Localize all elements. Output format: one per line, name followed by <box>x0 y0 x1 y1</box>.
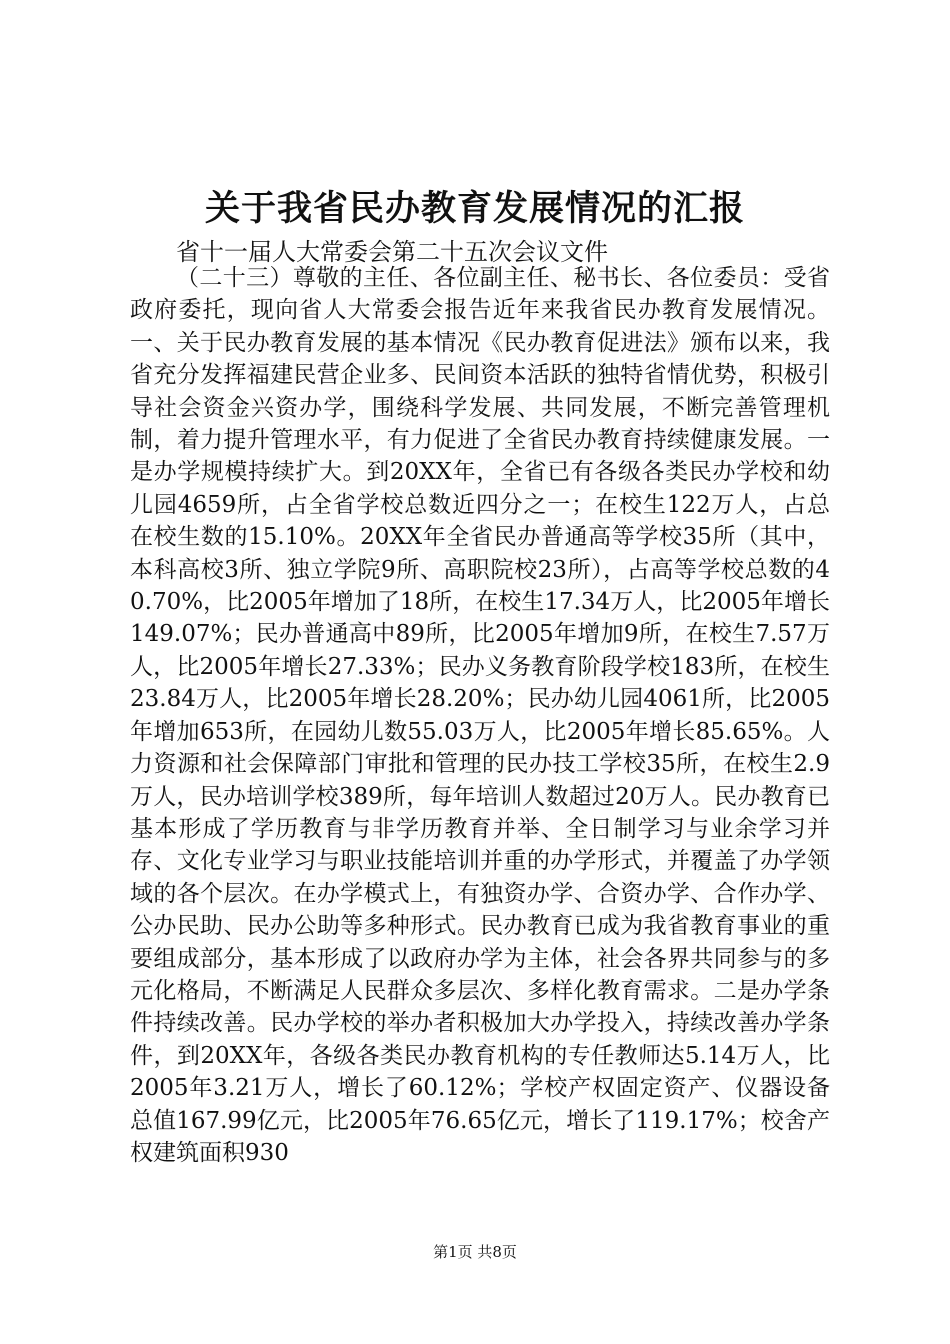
document-title: 关于我省民办教育发展情况的汇报 <box>204 188 745 229</box>
document-body: （二十三）尊敬的主任、各位副主任、秘书长、各位委员：受省政府委托，现向省人大常委会报告近年来我省民办教育发展情况。一、关于民办教育发展的基本情况《民办教育促进法》颁布以来，我省充分发挥福建民营企业多、民间资本活跃的独特省情优势，积极引导社会资金兴资办学，围绕科学发展、共同发展，不断完善管理机制，着力提升管理水平，有力促进了全省民办教育持续健康发展。一是办学规模持续扩大。到20XX年，全省已有各级各类民办学校和幼儿园4659所，占全省学校总数近四分之一；在校生122万人，占总在校生数的15.10%。20XX年全省民办普通高等学校35所（其中，本科高校3所、独立学院9所、高职院校23所），占高等学校总数的40.70%，比2005年增加了18所，在校生17.34万人，比2005年增长149.07%；民办普通高中89所，比2005年增加9所，在校生7.57万人，比2005年增长27.33%；民办义务教育阶段学校183所，在校生23.84万人，比2005年增长28.20%；民办幼儿园4061所，比2005年增加653所，在园幼儿数55.03万人，比2005年增长85.65%。人力资源和社会保障部门审批和管理的民办技工学校35所，在校生2.9万人，民办培训学校389所，每年培训人数超过20万人。民办教育已基本形成了学历教育与非学历教育并举、全日制学习与业余学习并存、文化专业学习与职业技能培训并重的办学形式，并覆盖了办学领域的各个层次。在办学模式上，有独资办学、合资办学、合作办学、公办民助、民办公助等多种形式。民办教育已成为我省教育事业的重要组成部分，基本形成了以政府办学为主体，社会各界共同参与的多元化格局，不断满足人民群众多层次、多样化教育需求。二是办学条件持续改善。民办学校的举办者积极加大办学投入，持续改善办学条件，到20XX年，各级各类民办教育机构的专任教师达5.14万人，比2005年3.21万人，增长了60.12%；学校产权固定资产、仪器设备总值167.99亿元，比2005年76.65亿元，增长了119.17%；校舍产权建筑面积930 <box>130 265 830 1166</box>
page-footer: 第1页 共8页 <box>433 1243 517 1261</box>
document-subtitle: 省十一届人大常委会第二十五次会议文件 <box>176 238 608 266</box>
